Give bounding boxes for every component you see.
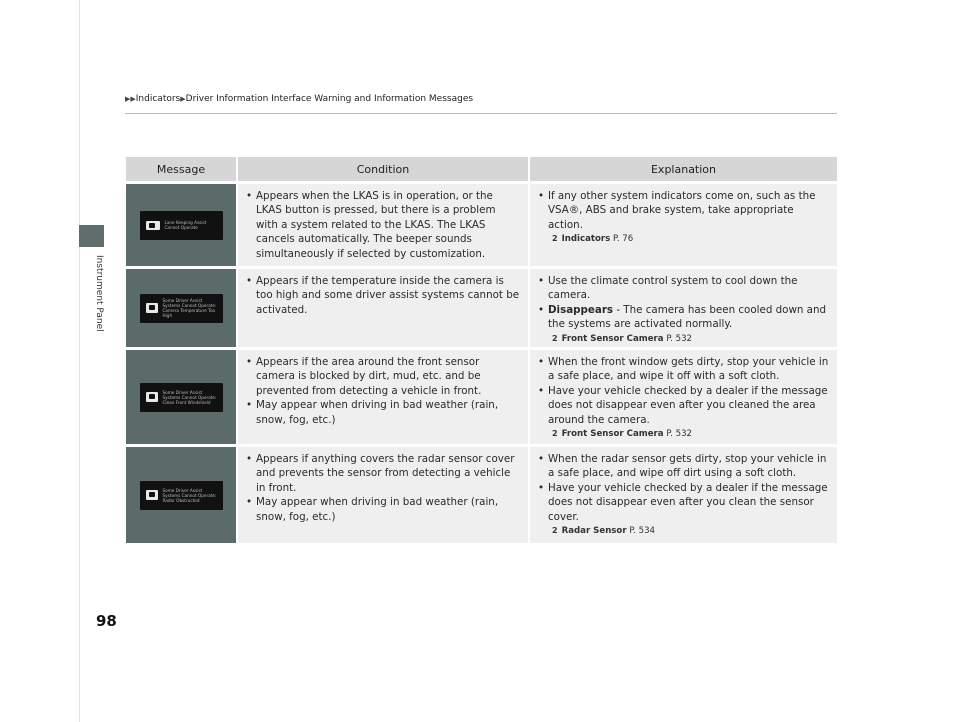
explanation-cell (530, 269, 837, 347)
windshield-camera-icon (146, 392, 158, 402)
screen-text-line: Camera Temperature Too (162, 308, 216, 313)
explanation-cell (530, 184, 837, 266)
section-tab-marker (79, 225, 104, 247)
message-cell (126, 447, 236, 543)
reference-arrow-icon: 2 (552, 429, 558, 439)
messages-table (126, 157, 837, 543)
condition-text: Appears if the temperature inside the camera is too high and some driver assist systems cannot be activated. (256, 275, 520, 316)
cross-reference[interactable]: 2 Front Sensor Camera P. 532 (552, 429, 693, 440)
condition-text: Appears if the area around the front sensor camera is blocked by dirt, mud, etc. and be prevented from detecting a vehicle in front. (256, 356, 482, 397)
table-header (126, 157, 837, 181)
explanation-text: Have your vehicle checked by a dealer if the message does not disappear even after you clean the sensor cover. (548, 481, 828, 523)
section-side-label: Instrument Panel (94, 255, 104, 332)
header-rule (125, 113, 837, 114)
condition-cell (238, 269, 528, 347)
bullet-icon: • (245, 356, 253, 368)
condition-cell (238, 350, 528, 444)
header-explanation: Explanation (530, 157, 837, 181)
message-cell (126, 269, 236, 347)
bullet-icon: • (537, 384, 545, 397)
reference-arrow-icon: 2 (552, 234, 558, 244)
condition-text: May appear when driving in bad weather (rain, snow, fog, etc.) (256, 496, 499, 523)
breadcrumb (125, 94, 473, 104)
screen-text-line: Cannot Operate (164, 225, 198, 230)
camera-icon (146, 303, 158, 313)
lkas-icon (146, 221, 160, 230)
screen-text-line: Radar Obstructed (162, 497, 200, 503)
condition-cell (238, 447, 528, 543)
bullet-icon: • (537, 303, 545, 316)
table-row (126, 269, 837, 347)
screen-text-line: Systems Cannot Operate: (162, 492, 217, 498)
screen-text-line: Some Driver Assist (162, 487, 203, 493)
side-divider (79, 0, 80, 722)
bullet-icon: • (537, 356, 545, 368)
table-row (126, 447, 837, 543)
breadcrumb-item-messages[interactable]: Driver Information Interface Warning and Information Messages (185, 94, 474, 104)
screen-text-line: Some Driver Assist (162, 298, 203, 303)
screen-text-line: Lane Keeping Assist (164, 220, 207, 225)
screen-text-line: High (162, 313, 173, 318)
bullet-icon: • (537, 481, 545, 494)
header-condition: Condition (238, 157, 528, 181)
display-message-screen (140, 211, 223, 240)
explanation-text: When the radar sensor gets dirty, stop your vehicle in a safe place, and wipe off dirt using a soft cloth. (548, 453, 827, 480)
explanation-text: If any other system indicators come on, such as the VSA®, ABS and brake system, take appropriate action. (548, 190, 816, 231)
reference-arrow-icon: 2 (552, 526, 558, 536)
cross-reference[interactable]: 2 Front Sensor Camera P. 532 (552, 333, 693, 344)
bullet-icon: • (245, 453, 253, 465)
explanation-text: Have your vehicle checked by a dealer if the message does not disappear even after you cleaned the area around the camera. (548, 384, 828, 426)
display-message-screen (140, 481, 223, 510)
message-cell (126, 184, 236, 266)
page-number: 98 (96, 612, 117, 630)
bullet-icon: • (245, 190, 253, 202)
explanation-cell (530, 350, 837, 444)
screen-text-line: Systems Cannot Operate: (162, 394, 217, 400)
bullet-icon: • (245, 275, 253, 287)
screen-text-line: Systems Cannot Operate: (162, 303, 217, 308)
explanation-text: When the front window gets dirty, stop your vehicle in a safe place, and wipe it off with a soft cloth. (548, 356, 829, 383)
message-cell (126, 350, 236, 444)
explanation-cell (530, 447, 837, 543)
explanation-text: Use the climate control system to cool down the camera. (548, 275, 798, 302)
radar-sensor-icon (146, 490, 158, 500)
reference-arrow-icon: 2 (552, 333, 558, 343)
screen-text-line: Some Driver Assist (162, 389, 203, 395)
breadcrumb-arrow-icon: ▶ (180, 95, 186, 103)
table-row (126, 184, 837, 266)
bullet-icon: • (245, 399, 253, 412)
cross-reference[interactable]: 2 Indicators P. 76 (552, 234, 634, 245)
bullet-icon: • (537, 190, 545, 202)
bullet-icon: • (537, 275, 545, 287)
breadcrumb-arrow-icon: ▶▶ (125, 95, 136, 103)
display-message-screen (140, 383, 223, 412)
condition-text: May appear when driving in bad weather (rain, snow, fog, etc.) (256, 399, 499, 426)
header-message: Message (126, 157, 236, 181)
table-row (126, 350, 837, 444)
bullet-icon: • (537, 453, 545, 465)
condition-text: Appears when the LKAS is in operation, or the LKAS button is pressed, but there is a problem with a system related to the LKAS. The LKAS cancels automatically. The beeper sounds simultaneously if selected by customization. (256, 190, 496, 260)
bullet-icon: • (245, 496, 253, 509)
condition-text: Appears if anything covers the radar sensor cover and prevents the sensor from detecting a vehicle in front. (256, 453, 515, 494)
breadcrumb-item-indicators[interactable]: Indicators (135, 94, 181, 104)
condition-cell (238, 184, 528, 266)
display-message-screen (140, 294, 223, 323)
cross-reference[interactable]: 2 Radar Sensor P. 534 (552, 526, 656, 537)
screen-text-line: Clean Front Windshield (162, 399, 211, 405)
explanation-text: - The camera has been cooled down and the systems are activated normally. (548, 303, 827, 331)
explanation-bold-label: Disappears (548, 303, 614, 316)
